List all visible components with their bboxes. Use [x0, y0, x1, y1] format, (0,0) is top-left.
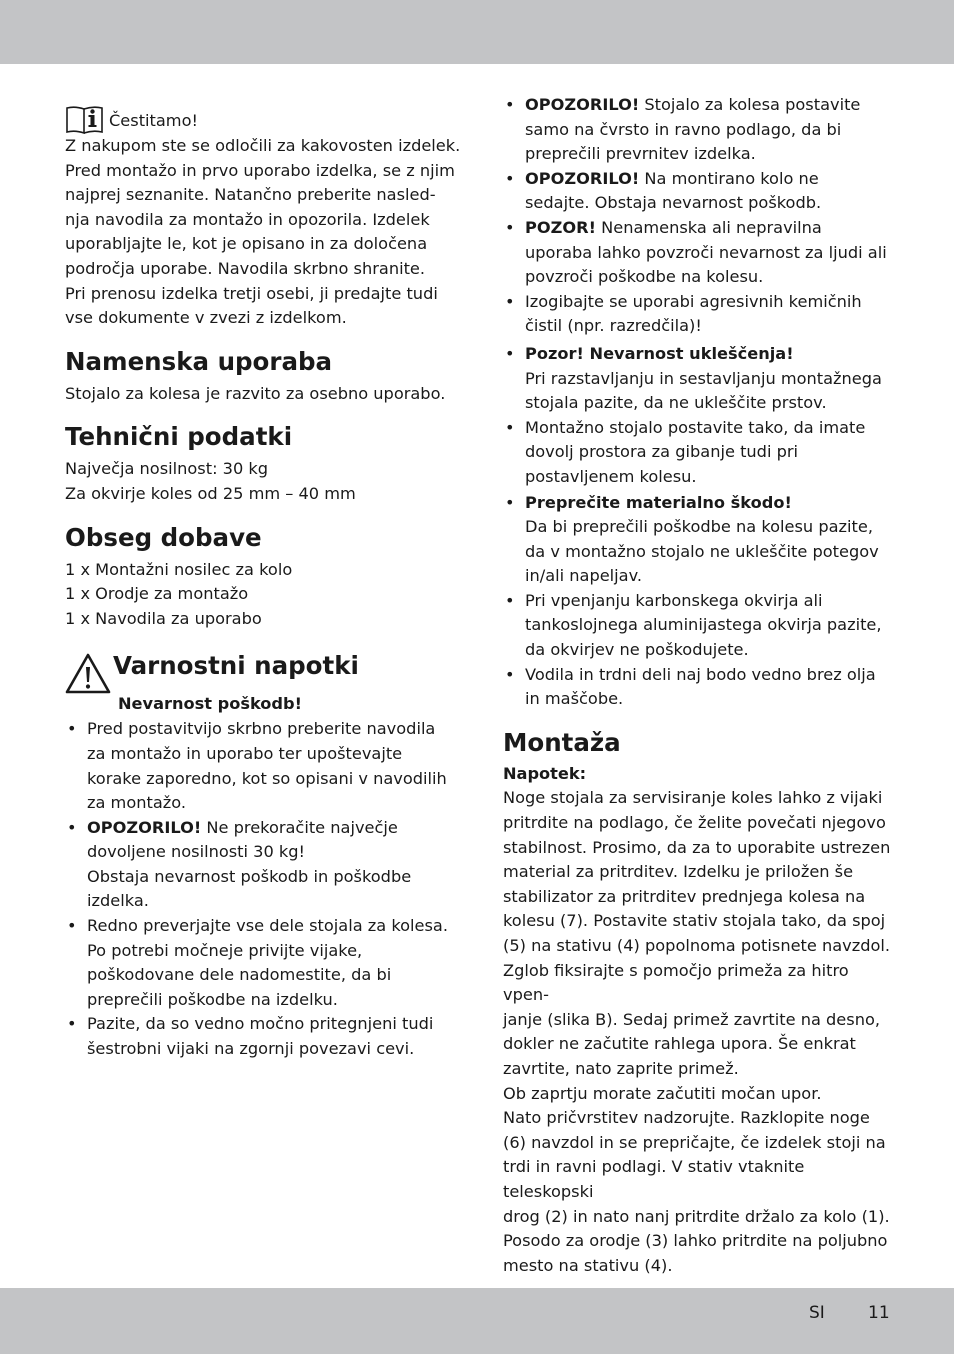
section-title-intended-use: Namenska uporaba [65, 346, 333, 376]
intro-text: Z nakupom ste se odločili za kakovosten izdelek. Pred montažo in prvo uporabo izdelka, se z njim najprej seznanite. Natančno preberite nasled- nja navodila za montažo in opozorila. Izdelek uporabljajte le, kot je opisano in za določena področja uporabe. Navodila skrbno shranite. Pri prenosu izdelka tretji osebi, ji predajte tudi vse dokumente v zvezi z izdelkom. [65, 136, 461, 328]
warning-triangle-icon [65, 652, 111, 694]
list-item: • OPOZORILO! Ne prekoračite največje dovoljene nosilnosti 30 kg! Obstaja nevarnost poškodb in poškodbe izdelka. [65, 816, 465, 914]
intro-heading [65, 104, 465, 134]
safety-subtitle: Nevarnost poškodb! [118, 694, 302, 714]
list-item: Da bi preprečili poškodbe na kolesu pazite, da v montažno stojalo ne ukleščite potegov in/ali napeljav. [525, 517, 879, 586]
intended-use-text: Stojalo za kolesa je razvito za osebno uporabo. [65, 383, 446, 403]
list-item: • Montažno stojalo postavite tako, da imate dovolj prostora za gibanje tudi pri postavljenem kolesu. [503, 416, 898, 490]
list-item: • Pazite, da so vedno močno pritegnjeni tudi šestrobni vijaki na zgornji povezavi cevi. [65, 1012, 465, 1061]
scope-line: 1 x Montažni nosilec za kolo [65, 559, 293, 579]
section-title-assembly: Montaža [503, 727, 621, 757]
list-item: • Preprečite materialno škodo! [503, 491, 898, 516]
list-item: • Redno preverjajte vse dele stojala za kolesa. Po potrebi močneje privijte vijake, poškodovane dele nadomestite, da bi preprečili poškodbe na izdelku. [65, 914, 465, 1012]
list-item: • OPOZORILO! Stojalo za kolesa postavite samo na čvrsto in ravno podlago, da bi preprečili prevrnitev izdelka. [503, 93, 898, 167]
header-band [0, 0, 954, 64]
list-item: • OPOZORILO! Na montirano kolo ne sedajte. Obstaja nevarnost poškodb. [503, 167, 898, 216]
greeting: Čestitamo! [109, 111, 198, 131]
list-item: • Pozor! Nevarnost ukleščenja! [503, 342, 898, 367]
safety-heading [65, 652, 465, 694]
footer-language: SI [809, 1303, 825, 1323]
scope-line: 1 x Navodila za uporabo [65, 608, 262, 628]
list-item: • Pri vpenjanju karbonskega okvirja ali tankoslojnega aluminijastega okvirja pazite, da okvirjev ne poškodujete. [503, 589, 898, 663]
scope-line: 1 x Orodje za montažo [65, 584, 249, 604]
page-number: 11 [868, 1303, 890, 1323]
list-item: • Izogibajte se uporabi agresivnih kemičnih čistil (npr. razredčila)! [503, 290, 898, 339]
section-title-tech-data: Tehnični podatki [65, 422, 293, 452]
list-item: Pri razstavljanju in sestavljanju montažnega stojala pazite, da ne ukleščite prstov. [525, 368, 882, 413]
section-title-safety: Varnostni napotki [113, 651, 359, 681]
safety-list-right [503, 93, 898, 712]
tech-data-line: Za okvirje koles od 25 mm – 40 mm [65, 483, 356, 503]
list-item: • POZOR! Nenamenska ali nepravilna uporaba lahko povzroči nevarnost za ljudi ali povzroči poškodbe na kolesu. [503, 216, 898, 290]
safety-list-left [65, 717, 465, 1061]
section-title-scope: Obseg dobave [65, 522, 262, 552]
left-column [65, 104, 465, 1062]
list-item: • Vodila in trdni deli naj bodo vedno brez olja in maščobe. [503, 663, 898, 712]
note-label: Napotek: [503, 763, 587, 783]
book-info-icon [65, 104, 105, 134]
list-item: • Pred postavitvijo skrbno preberite navodila za montažo in uporabo ter upoštevajte korake zaporedno, kot so opisani v navodilih za montažo. [65, 717, 465, 815]
assembly-text: Noge stojala za servisiranje koles lahko z vijaki pritrdite na podlago, če želite povečati njegovo stabilnost. Prosimo, da za to uporabite ustrezen material za pritrditev. Izdelku je priložen še stabilizator za pritrditev prednjega kolesa na kolesu (7). Postavite stativ stojala tako, da spoj (5) na stativu (4) popolnoma potisnete navzdol. Zglob fiksirajte s pomočjo primeža za hitro vpen- janje (slika B). Sedaj primež zavrtite na desno, dokler ne začutite rahlega upora. Še enkrat zavrtite, nato zaprite primež. Ob zaprtju morate začutiti močan upor. Nato pričvrstitev nadzorujte. Razklopite noge (6) navzdol in se prepričajte, če izdelek stoji na trdi in ravni podlagi. V stativ vtaknite teleskopski drog (2) in nato nanj pritrdite držalo za kolo (1). Posodo za orodje (3) lahko pritrdite na poljubno mesto na stativu (4). [503, 788, 891, 1275]
right-column [503, 93, 898, 1278]
tech-data-line: Največja nosilnost: 30 kg [65, 459, 269, 479]
